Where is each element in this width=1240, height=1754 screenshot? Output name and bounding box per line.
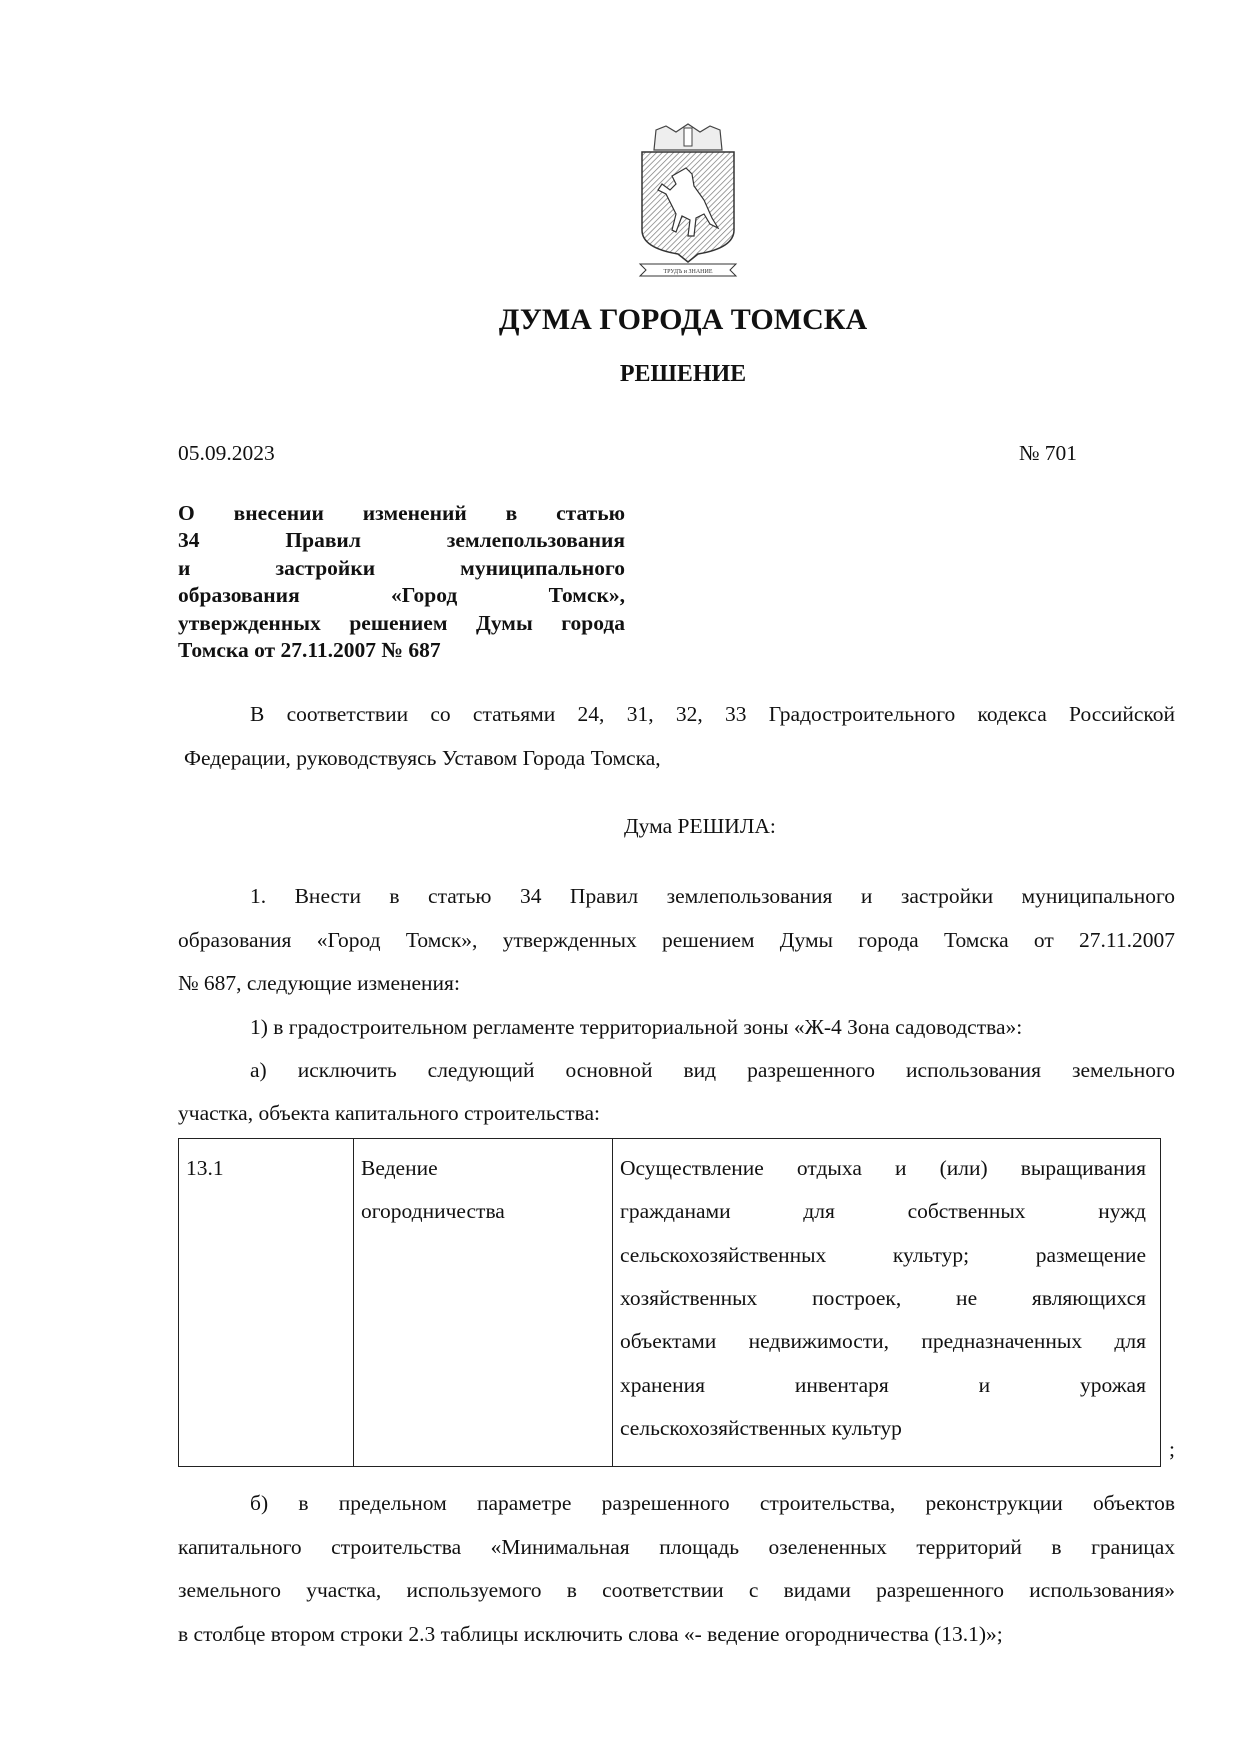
subb-line: капитального строительства «Минимальная площадь озелененных территорий в границах [178, 1535, 1175, 1559]
tomsk-coat-of-arms-emblem [632, 120, 744, 280]
document-number: № 701 [1018, 441, 1077, 465]
table-divider [612, 1139, 613, 1466]
item1-line: образования «Город Томск», утвержденных решением Думы города Томска от 27.11.2007 [178, 928, 1175, 952]
title-line: О внесении изменений в статью [178, 501, 625, 525]
table-cell-description-line: гражданами для собственных нужд [620, 1199, 1146, 1223]
decided-heading: Дума РЕШИЛА: [624, 814, 776, 838]
svg-text:ТРУДЪ и ЗНАНИЕ: ТРУДЪ и ЗНАНИЕ [663, 269, 713, 275]
suba-line: а) исключить следующий основной вид разрешенного использования земельного [250, 1058, 1175, 1082]
table-cell-description-line: хранения инвентаря и урожая [620, 1373, 1146, 1397]
table-cell-description-line: сельскохозяйственных культур [620, 1416, 902, 1440]
table-cell-description-line: Осуществление отдыха и (или) выращивания [620, 1156, 1146, 1180]
preamble-line: В соответствии со статьями 24, 31, 32, 33 Градостроительного кодекса Российской [250, 702, 1175, 726]
title-line: 34 Правил землепользования [178, 528, 625, 552]
subb-line: б) в предельном параметре разрешенного строительства, реконструкции объектов [250, 1491, 1175, 1515]
preamble-line: Федерации, руководствуясь Уставом Города Томска, [184, 746, 661, 770]
subitem-1: 1) в градостроительном регламенте территориальной зоны «Ж-4 Зона садоводства»: [250, 1015, 1023, 1039]
subb-line: в столбце втором строки 2.3 таблицы исключить слова «- ведение огородничества (13.1)»; [178, 1622, 1003, 1646]
subb-line: земельного участка, используемого в соответствии с видами разрешенного использования» [178, 1578, 1175, 1602]
table-cell-description-line: сельскохозяйственных культур; размещение [620, 1243, 1146, 1267]
table-cell-code: 13.1 [186, 1156, 224, 1180]
document-date: 05.09.2023 [178, 441, 275, 465]
council-name: ДУМА ГОРОДА ТОМСКА [498, 303, 868, 336]
item1-line: 1. Внести в статью 34 Правил землепользования и застройки муниципального [250, 884, 1175, 908]
title-line: образования «Город Томск», [178, 583, 625, 607]
table-divider [353, 1139, 354, 1466]
document-type: РЕШЕНИЕ [619, 361, 747, 387]
table-cell-description-line: хозяйственных построек, не являющихся [620, 1286, 1146, 1310]
table-cell-description-line: объектами недвижимости, предназначенных для [620, 1329, 1146, 1353]
table-cell-name: Ведение [361, 1156, 438, 1180]
suba-line: участка, объекта капитального строительства: [178, 1101, 600, 1125]
title-line: и застройки муниципального [178, 556, 625, 580]
title-line: Томска от 27.11.2007 № 687 [178, 638, 441, 662]
title-line: утвержденных решением Думы города [178, 611, 625, 635]
table-trailing-semicolon: ; [1169, 1437, 1175, 1461]
item1-line: № 687, следующие изменения: [178, 971, 460, 995]
table-cell-name: огородничества [361, 1199, 505, 1223]
